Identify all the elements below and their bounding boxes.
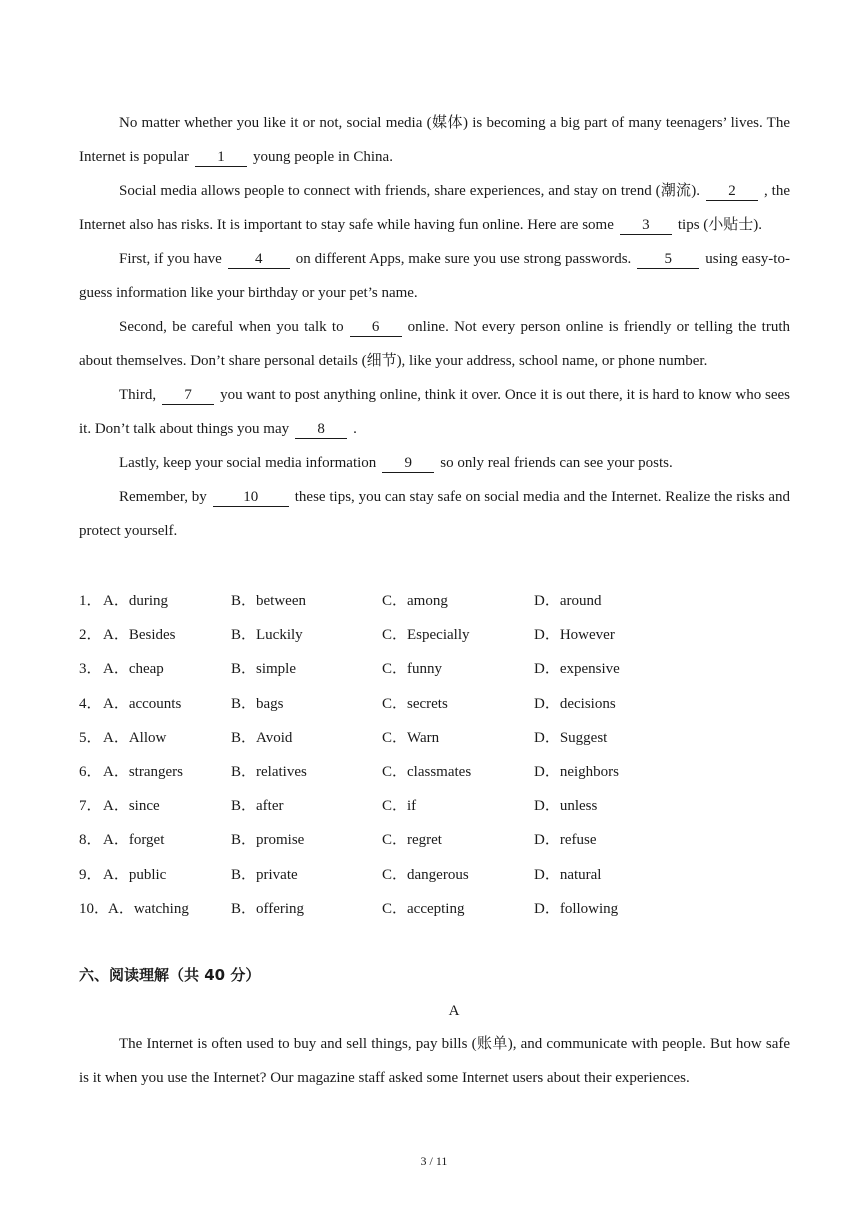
option-c: C．funny [382, 661, 443, 678]
option-a: A．since [103, 798, 160, 815]
option-a: A．accounts [103, 695, 182, 712]
question-number: 2． [79, 627, 102, 644]
question-row [79, 652, 790, 686]
passage-text: Lastly, keep your social media information [119, 455, 377, 471]
cloze-passage [79, 106, 790, 548]
reading-passage [79, 1027, 790, 1095]
passage-paragraph-6 [79, 446, 790, 480]
option-c: C．Especially [382, 627, 470, 644]
option-b: B．relatives [231, 763, 307, 780]
question-row [79, 687, 790, 721]
passage-text: Third, [119, 387, 157, 403]
reading-paragraph: The Internet is often used to buy and sell things, pay bills (账单), and communicate with people. But how safe is it when you use the Internet? Our magazine staff asked some Internet users about their experiences. [79, 1036, 790, 1086]
passage-text: tips (小贴士). [677, 217, 763, 233]
page-number: 3 / 11 [420, 1154, 448, 1168]
option-b: B．promise [231, 832, 305, 849]
question-number: 9． [79, 866, 102, 883]
question-row [79, 584, 790, 618]
passage-paragraph-4 [79, 310, 790, 378]
option-b: B．Avoid [231, 729, 293, 746]
option-d: D．unless [534, 798, 598, 815]
option-a: A．during [103, 593, 168, 609]
blank-4: 4 [228, 250, 290, 269]
question-row [79, 755, 790, 789]
option-d: D．refuse [534, 832, 597, 849]
option-b: B．Luckily [231, 627, 303, 644]
passage-text: No matter whether you like it or not, social media (媒体) is becoming a big part of many teenagers’ lives. The Internet is popular [79, 115, 790, 165]
option-d: D．However [534, 627, 615, 644]
option-a: A．Besides [103, 627, 176, 644]
question-number: 7． [79, 798, 102, 815]
question-row [79, 858, 790, 892]
answer-options [79, 584, 790, 926]
option-c: C．regret [382, 832, 442, 849]
question-row [79, 823, 790, 857]
option-d: D．Suggest [534, 729, 608, 746]
section-heading: 六、阅读理解（共 40 分） [79, 966, 261, 984]
option-d: D．following [534, 900, 619, 917]
question-number: 10． [79, 900, 110, 917]
passage-label: A [448, 1003, 460, 1019]
passage-text: on different Apps, make sure you use strong passwords. [295, 251, 632, 267]
passage-text: using easy-to-guess information like your birthday or your pet’s name. [79, 251, 790, 301]
option-a: A．cheap [103, 661, 164, 678]
option-d: D．neighbors [534, 763, 619, 780]
question-row [79, 789, 790, 823]
passage-text: these tips, you can stay safe on social media and the Internet. Realize the risks and protect yourself. [79, 489, 790, 539]
blank-2: 2 [706, 182, 758, 201]
option-b: B．bags [231, 695, 284, 712]
blank-8: 8 [295, 420, 347, 439]
passage-text: Remember, by [119, 489, 207, 505]
question-number: 4． [79, 695, 102, 712]
option-c: C．dangerous [382, 866, 469, 883]
blank-7: 7 [162, 386, 214, 405]
option-a: A．watching [108, 900, 189, 917]
option-a: A．Allow [103, 729, 167, 746]
passage-text: . [353, 421, 357, 437]
option-c: C．secrets [382, 695, 448, 712]
question-row [79, 721, 790, 755]
passage-paragraph-7 [79, 480, 790, 548]
option-c: C．if [382, 798, 417, 815]
option-b: B．after [231, 798, 284, 815]
question-number: 5． [79, 729, 102, 746]
option-a: A．strangers [103, 763, 183, 780]
passage-text: , the Internet also has risks. It is important to stay safe while having fun online. Here are some [79, 183, 790, 233]
option-a: A．forget [103, 832, 165, 849]
passage-text: online. Not every person online is friendly or telling the truth about themselves. Don’t share personal details (细节), like your address, school name, or phone number. [79, 319, 790, 369]
option-c: C．among [382, 593, 448, 609]
passage-paragraph-5 [79, 378, 790, 446]
blank-10: 10 [213, 488, 289, 507]
question-number: 8． [79, 832, 102, 849]
blank-1: 1 [195, 148, 247, 167]
question-number: 6． [79, 763, 102, 780]
option-b: B．between [231, 593, 306, 609]
question-row [79, 618, 790, 652]
question-number: 3． [79, 661, 102, 678]
blank-5: 5 [637, 250, 699, 269]
passage-paragraph-2 [79, 174, 790, 242]
blank-3: 3 [620, 216, 672, 235]
option-d: D．natural [534, 866, 602, 883]
option-d: D．around [534, 593, 602, 609]
passage-text: young people in China. [252, 149, 393, 165]
passage-text: so only real friends can see your posts. [440, 455, 673, 471]
passage-paragraph-1 [79, 106, 790, 174]
blank-9: 9 [382, 454, 434, 473]
passage-paragraph-3 [79, 242, 790, 310]
option-c: C．classmates [382, 763, 472, 780]
option-b: B．offering [231, 900, 305, 917]
passage-text: you want to post anything online, think it over. Once it is out there, it is hard to know who sees it. Don’t talk about things you may [79, 387, 790, 437]
passage-text: Second, be careful when you talk to [119, 319, 344, 335]
passage-text: Social media allows people to connect with friends, share experiences, and stay on trend (潮流). [119, 183, 700, 199]
option-b: B．private [231, 866, 298, 883]
option-d: D．decisions [534, 695, 616, 712]
option-b: B．simple [231, 661, 297, 678]
question-row [79, 892, 790, 926]
question-number: 1． [79, 593, 102, 609]
option-c: C．Warn [382, 729, 440, 746]
passage-text: First, if you have [119, 251, 222, 267]
option-a: A．public [103, 866, 167, 883]
option-c: C．accepting [382, 900, 465, 917]
option-d: D．expensive [534, 661, 620, 678]
blank-6: 6 [350, 318, 402, 337]
